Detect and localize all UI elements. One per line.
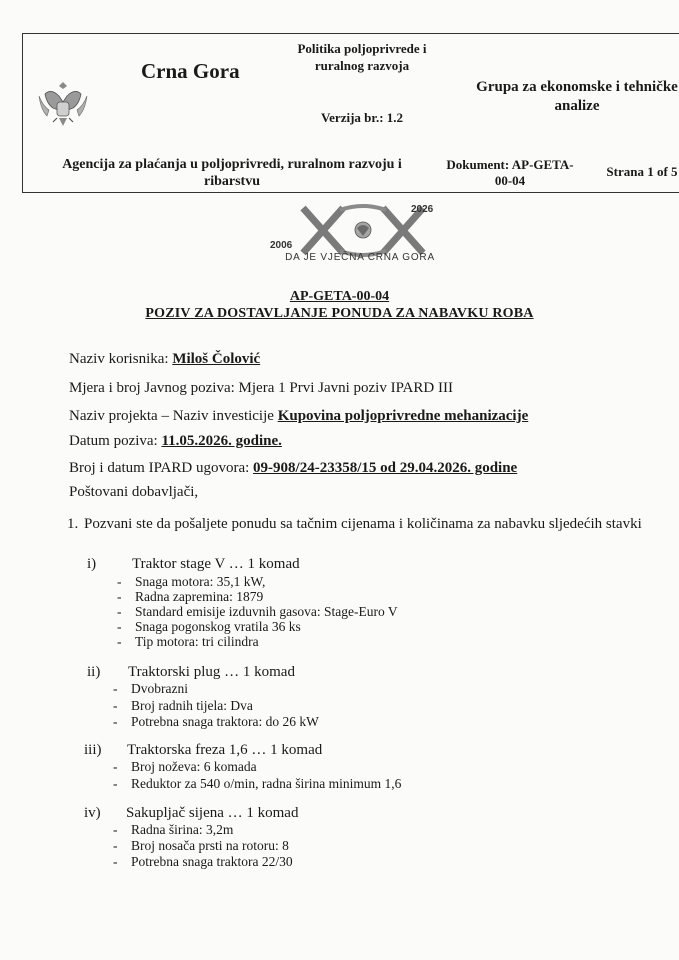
document-label: Dokument: AP-GETA-00-04 [446,157,574,188]
field-contract [69,460,517,477]
bullet-dash: - [113,822,118,837]
spec-text: Broj nosača prsti na rotoru: 8 [131,838,289,853]
field-label: Mjera i broj Javnog poziva: Mjera 1 Prvi Javni poziv IPARD III [69,380,453,396]
item-roman: ii) [87,664,101,680]
field-greeting [69,484,198,501]
field-label: Broj i datum IPARD ugovora: [69,460,254,476]
jubilee-year-start: 2006 [270,240,293,251]
field-label: Naziv korisnika: [69,351,173,367]
field-date [69,433,282,450]
item-roman: iii) [84,742,102,758]
jubilee-caption: DA JE VJEČNA CRNA GORA [285,252,435,263]
bullet-dash: - [113,838,118,853]
agency-label: Agencija za plaćanja u poljoprivredi, ruralnom razvoju i ribarstvu [62,157,402,189]
bullet-dash: - [113,854,118,869]
spec-text: Radna zapremina: 1879 [135,589,264,604]
field-label: Poštovani dobavljači, [69,484,199,500]
spec-text: Broj radnih tijela: Dva [131,698,253,713]
header-policy-cell [285,34,439,154]
header-document-cell [439,154,581,192]
spec-text: Dvobrazni [131,681,188,696]
field-value: Kupovina poljoprivredne mehanizacije [277,408,529,424]
spec-text: Reduktor za 540 o/min, radna širina minimum 1,6 [131,776,402,791]
version-label: Verzija br.: 1.2 [320,110,404,125]
header-group-cell [439,34,679,154]
document-code: AP-GETA-00-04 [289,289,390,304]
bullet-dash: - [113,714,118,729]
bullet-dash: - [113,698,118,713]
spec-text: Standard emisije izduvnih gasova: Stage-Euro V [135,604,398,619]
intro-text: Pozvani ste da pošaljete ponudu sa tačnim cijenama i količinama za nabavku sljedećih stavki [84,516,642,532]
spec-text: Potrebna snaga traktora 22/30 [131,854,293,869]
spec-text: Snaga pogonskog vratila 36 ks [135,619,301,634]
intro-number: 1. [67,516,79,532]
header-table [22,33,679,193]
bullet-dash: - [117,589,122,604]
field-beneficiary [69,351,260,368]
jubilee-year-end: 2026 [411,204,434,215]
coat-of-arms-icon [33,74,93,134]
bullet-dash: - [117,634,122,649]
spec-text: Radna širina: 3,2m [131,822,234,837]
bullet-dash: - [117,574,122,589]
country-name: Crna Gora [141,59,240,83]
item-roman: iv) [84,805,101,821]
spec-text: Potrebna snaga traktora: do 26 kW [131,714,319,729]
item-title: Sakupljač sijena … 1 komad [126,805,299,821]
policy-label: Politika poljoprivrede i ruralnog razvoja [297,41,427,73]
field-value: 11.05.2026. godine. [161,433,282,449]
field-measure [69,380,453,397]
spec-text: Tip motora: tri cilindra [135,634,259,649]
bullet-dash: - [117,604,122,619]
field-value: Miloš Čolović [172,351,261,367]
spec-text: Snaga motora: 35,1 kW, [135,574,266,589]
bullet-dash: - [113,759,118,774]
header-agency-cell [23,154,439,192]
field-value: 09-908/24-23358/15 od 29.04.2026. godine [253,460,518,476]
document-heading: POZIV ZA DOSTAVLJANJE PONUDA ZA NABAVKU ROBA [145,306,534,321]
group-label: Grupa za ekonomske i tehničke analize [476,79,678,114]
header-country-cell [23,34,285,154]
spec-text: Broj noževa: 6 komada [131,759,257,774]
bullet-dash: - [117,619,122,634]
item-title: Traktorski plug … 1 komad [128,664,295,680]
bullet-dash: - [113,776,118,791]
field-label: Datum poziva: [69,433,162,449]
item-title: Traktorska freza 1,6 … 1 komad [127,742,323,758]
page-label: Strana 1 of 5 [606,164,678,179]
field-project [69,408,528,425]
header-page-cell [581,154,679,192]
item-title: Traktor stage V … 1 komad [132,556,300,572]
bullet-dash: - [113,681,118,696]
item-roman: i) [87,556,97,572]
field-label: Naziv projekta – Naziv investicije [69,408,278,424]
intro-paragraph [67,516,642,533]
